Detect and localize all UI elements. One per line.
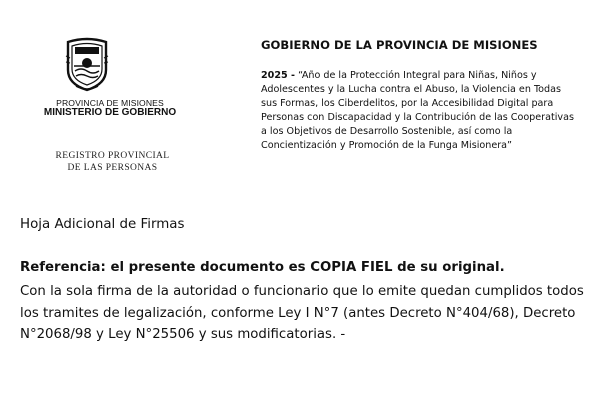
reference-line: Referencia: el presente documento es COPIA FIEL de su original. [20, 260, 505, 275]
body-paragraph: Con la sola firma de la autoridad o funcionario que lo emite quedan cumplidos todos los tramites de legalización, conforme Ley I N°7 (antes Decreto N°404/68), Decreto N°2068/98 y Ley N°25506 y sus modificatorias. - [20, 284, 584, 342]
year-label: 2025 - [261, 70, 296, 81]
registry-name-line1: REGISTRO PROVINCIAL [55, 151, 170, 161]
ministry-name: MINISTERIO DE GOBIERNO [43, 107, 177, 118]
year-motto-text: “Año de la Protección Integral para Niñas, Niños y Adolescentes y la Lucha contra el Abuso, la Violencia en Todas sus Formas, los Ciberdelitos, por la Accesibilidad Digital para Personas con Discapacidad y la Contribución de las Cooperativas a los Objetivos de Desarrollo Sostenible, así como la Concientización y Promoción de la Funga Misionera” [261, 70, 574, 152]
document-title: Hoja Adicional de Firmas [20, 217, 185, 232]
provincial-seal-logo [64, 36, 110, 92]
province-name: PROVINCIA DE MISIONES [56, 98, 164, 108]
year-motto [261, 69, 579, 154]
government-title: GOBIERNO DE LA PROVINCIA DE MISIONES [261, 38, 538, 52]
registry-name-line2: DE LAS PERSONAS [67, 163, 158, 173]
